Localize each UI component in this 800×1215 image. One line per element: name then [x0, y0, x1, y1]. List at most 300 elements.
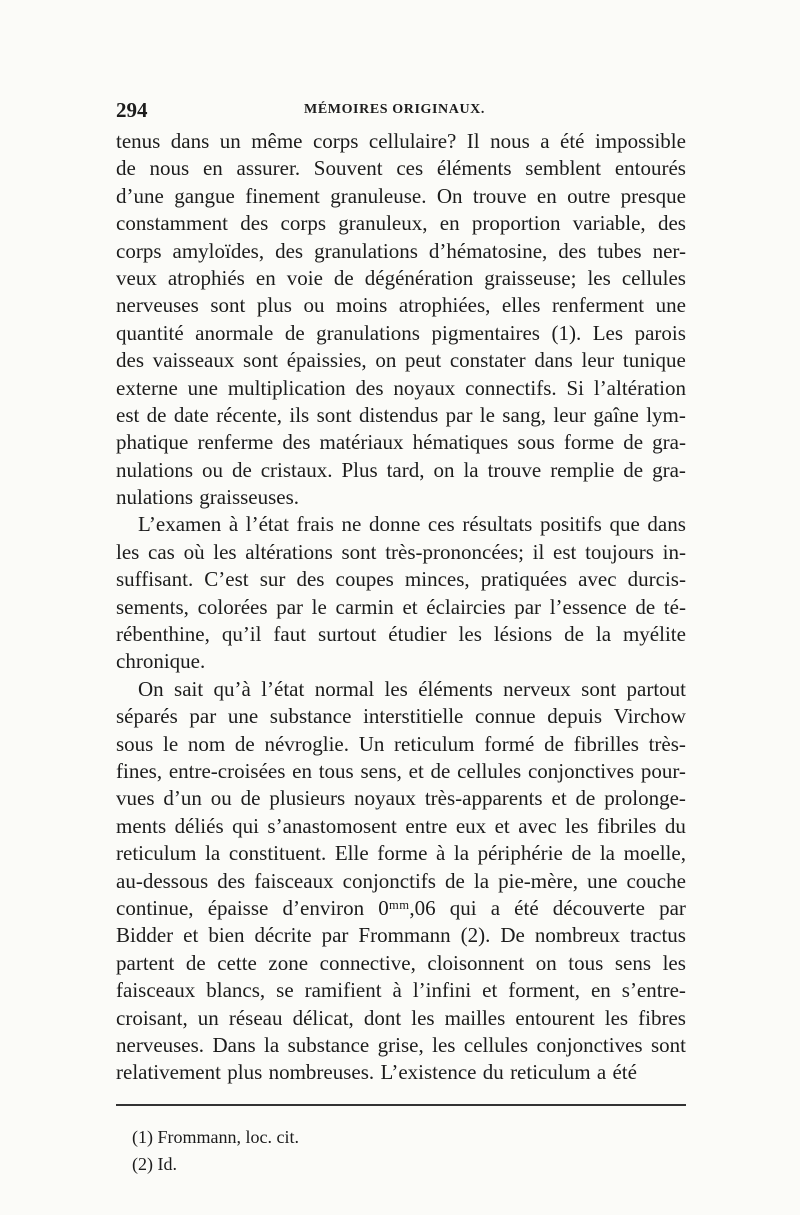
word: et	[482, 978, 498, 1003]
word: 0ᵐᵐ,06	[378, 895, 436, 920]
text-line	[116, 758, 686, 785]
word: trouve	[487, 457, 542, 482]
word: de	[333, 265, 354, 290]
word: Il	[466, 129, 480, 153]
footnote-divider	[116, 1104, 686, 1106]
word: grise,	[377, 1032, 424, 1057]
word: donne	[368, 512, 421, 537]
word: De	[500, 923, 525, 948]
word: à	[436, 841, 446, 866]
word: colorées	[197, 594, 268, 619]
word: ments	[116, 813, 167, 838]
word: ou	[210, 786, 232, 811]
word: faisceaux	[116, 978, 196, 1003]
word: voie	[286, 265, 323, 290]
word: prolonge-	[604, 786, 686, 811]
word: Frommann	[358, 923, 451, 948]
word: (1).	[551, 320, 582, 345]
word: L’examen	[138, 512, 222, 537]
word: moins	[335, 293, 388, 318]
word: entre-croisées	[168, 758, 286, 783]
word: Les	[592, 320, 624, 345]
word: myélite	[622, 622, 686, 647]
word: sait	[174, 676, 204, 701]
word: fibrilles	[573, 731, 639, 756]
word: Un	[358, 731, 385, 756]
word: Virchow	[613, 704, 686, 729]
text-line	[116, 511, 686, 538]
word: Souvent	[313, 156, 383, 181]
word: de	[430, 758, 451, 783]
word: de	[234, 731, 255, 756]
word: entourés	[614, 156, 686, 181]
word: nombreux	[534, 923, 620, 948]
word: de	[240, 786, 261, 811]
word: très-apparents	[424, 786, 543, 811]
word: L’existence	[380, 1060, 477, 1085]
word: outre	[567, 183, 611, 208]
text-line	[116, 922, 686, 949]
text-line	[116, 648, 686, 675]
word: éclaircies	[426, 594, 506, 619]
text-line	[116, 320, 686, 347]
word: tous	[318, 758, 354, 783]
word: des	[116, 348, 144, 373]
word: et	[408, 758, 424, 783]
word: les	[604, 1005, 629, 1030]
word: d’hématosine,	[428, 238, 548, 263]
word: et	[551, 786, 567, 811]
word: partent	[116, 950, 175, 975]
word: très-	[648, 731, 686, 756]
running-head-title: MÉMOIRES ORIGINAUX.	[304, 102, 485, 117]
word: en	[439, 211, 460, 236]
word: té-	[663, 594, 686, 619]
word: ne	[341, 512, 362, 537]
word: de	[623, 457, 644, 482]
word: minces,	[404, 567, 470, 592]
word: la	[595, 622, 612, 647]
word: partout	[626, 676, 686, 701]
word: dans	[170, 129, 210, 153]
word: la	[264, 1032, 280, 1057]
word: pour-	[640, 758, 686, 783]
word: du	[482, 1060, 504, 1085]
word: assurer.	[236, 156, 301, 181]
word: l’altération	[593, 375, 686, 400]
word: entre	[405, 813, 448, 838]
word: substance	[269, 704, 352, 729]
word: amyloïdes,	[172, 238, 265, 263]
word: tenus	[116, 129, 161, 153]
word: corps	[116, 238, 162, 263]
word: vaisseaux	[152, 348, 235, 373]
word: par	[514, 594, 542, 619]
word: qu’à	[213, 676, 251, 701]
word: phatique	[116, 430, 189, 455]
text-line	[116, 484, 686, 511]
word: Bidder	[116, 923, 174, 948]
word: nombreuses.	[268, 1060, 375, 1085]
word: en	[590, 978, 611, 1003]
word: la	[453, 841, 470, 866]
word: des	[275, 238, 304, 263]
word: in-	[662, 539, 686, 564]
footnote: (1) Frommann, loc. cit.	[132, 1127, 299, 1147]
word: éléments	[436, 156, 512, 181]
word: et	[402, 594, 418, 619]
word: on	[433, 457, 455, 482]
word: noyaux	[354, 786, 416, 811]
word: toujours	[585, 539, 654, 564]
word: cellules	[463, 1032, 529, 1057]
word: en	[202, 156, 223, 181]
word: C’est	[204, 567, 249, 592]
word: Dans	[212, 1032, 256, 1057]
word: fibriles	[596, 813, 657, 838]
word: gangue	[174, 183, 235, 208]
word: gra-	[652, 430, 686, 455]
word: une	[655, 293, 686, 318]
word: renferme	[197, 430, 274, 455]
word: en	[536, 183, 557, 208]
text-line	[116, 155, 686, 182]
word: chronique.	[116, 649, 206, 674]
word: été	[514, 895, 539, 920]
word: Si	[566, 375, 584, 400]
word: plus	[256, 293, 292, 318]
word: atrophiés	[167, 265, 245, 290]
word: tubes	[597, 238, 642, 263]
word: et	[183, 923, 199, 948]
paragraph	[116, 511, 686, 675]
word: depuis	[547, 704, 603, 729]
word: conjonctives	[536, 1032, 643, 1057]
word: blancs,	[206, 978, 266, 1003]
word: qu’il	[221, 622, 262, 647]
word: de	[116, 156, 136, 181]
word: conjonctifs	[342, 868, 436, 893]
word: reticulum	[116, 841, 197, 866]
word: nerveuses	[116, 293, 199, 318]
word: noyaux	[393, 375, 456, 400]
word: conjonctives	[527, 758, 635, 783]
word: avec	[518, 813, 557, 838]
word: des	[217, 868, 246, 893]
word: croisant,	[116, 1005, 188, 1030]
text-line	[116, 676, 686, 703]
text-line	[116, 128, 686, 155]
word: de	[445, 868, 465, 893]
text-line	[116, 347, 686, 374]
word: faut	[273, 622, 307, 647]
word: de	[284, 320, 305, 345]
running-head	[116, 98, 686, 124]
word: nulations	[116, 457, 193, 482]
word: vues	[116, 786, 155, 811]
word: distendus	[358, 402, 439, 427]
word: la	[205, 841, 221, 866]
word: les	[587, 265, 611, 290]
word: corps	[280, 211, 327, 236]
word: externe	[116, 375, 178, 400]
word: forme	[563, 430, 615, 455]
word: forme	[377, 841, 428, 866]
word: tard,	[386, 457, 425, 482]
word: matériaux	[319, 430, 404, 455]
word: on	[375, 348, 397, 373]
word: de	[575, 786, 596, 811]
word: de	[185, 950, 206, 975]
word: leur	[581, 348, 615, 373]
word: continue,	[116, 895, 194, 920]
word: sang,	[502, 402, 547, 427]
word: multiplication	[227, 375, 346, 400]
word: la	[463, 457, 479, 482]
word: (2).	[460, 923, 491, 948]
word: plusieurs	[269, 786, 346, 811]
word: cellules	[621, 265, 686, 290]
word: substance	[287, 1032, 370, 1057]
word: sens	[614, 950, 652, 975]
word: finement	[245, 183, 320, 208]
word: épaisse	[207, 895, 269, 920]
word: cloisonnent	[427, 950, 525, 975]
word: quantité	[116, 320, 184, 345]
word: les	[458, 622, 482, 647]
word: plus	[227, 1060, 263, 1085]
word: une	[587, 868, 618, 893]
page-number: 294	[116, 98, 148, 122]
word: résultats	[462, 512, 533, 537]
word: pie-mère,	[498, 868, 578, 893]
word: une	[227, 704, 259, 729]
word: dégénération	[364, 265, 474, 290]
word: sont	[341, 539, 377, 564]
word: nom	[187, 731, 226, 756]
word: du	[664, 813, 686, 838]
word: à	[392, 978, 402, 1003]
word: les	[662, 950, 686, 975]
text-line	[116, 840, 686, 867]
word: se	[276, 978, 294, 1003]
word: l’infini	[412, 978, 472, 1003]
word: été	[560, 129, 585, 153]
word: Elle	[334, 841, 369, 866]
word: sont	[650, 1032, 686, 1057]
word: surtout	[318, 622, 377, 647]
word: constituent.	[228, 841, 327, 866]
word: ces	[396, 156, 424, 181]
word: sont	[210, 293, 246, 318]
footnotes	[132, 1124, 652, 1178]
word: tous	[568, 950, 604, 975]
word: peut	[405, 348, 442, 373]
text-line	[116, 895, 686, 922]
word: de	[623, 430, 644, 455]
word: la	[599, 841, 615, 866]
word: l’état	[261, 676, 305, 701]
word: le	[479, 402, 495, 427]
word: parois	[634, 320, 686, 345]
word: par	[445, 402, 473, 427]
word: des	[296, 567, 325, 592]
word: mailles	[444, 1005, 506, 1030]
word: pratiquées	[480, 567, 568, 592]
word: cas	[148, 539, 175, 564]
word: ces	[427, 512, 455, 537]
word: pigmentaires	[431, 320, 540, 345]
word: au-dessous	[116, 868, 209, 893]
word: sements,	[116, 594, 189, 619]
text-line	[116, 292, 686, 319]
word: cette	[217, 950, 257, 975]
word: On	[138, 676, 164, 701]
word: les	[116, 539, 140, 564]
text-line	[116, 813, 686, 840]
word: qui	[449, 895, 477, 920]
word: granuleuse.	[330, 183, 427, 208]
word: déliés	[174, 813, 224, 838]
word: formé	[484, 731, 535, 756]
word: des	[240, 211, 269, 236]
word: d’une	[116, 183, 164, 208]
word: même	[251, 129, 303, 153]
word: hématiques	[412, 430, 509, 455]
word: a	[596, 1060, 607, 1085]
word: ner-	[652, 238, 686, 263]
word: remplie	[550, 457, 615, 482]
word: date	[173, 402, 209, 427]
word: gra-	[652, 457, 686, 482]
word: l’état	[245, 512, 289, 537]
word: trouve	[472, 183, 527, 208]
word: d’environ	[282, 895, 365, 920]
word: sur	[259, 567, 286, 592]
word: fibres	[638, 1005, 686, 1030]
word: constamment	[116, 211, 228, 236]
word: qui	[232, 813, 259, 838]
text-line	[116, 731, 686, 758]
word: On	[436, 183, 463, 208]
word: frais	[296, 512, 334, 537]
word: suffisant.	[116, 567, 194, 592]
text-line	[116, 183, 686, 210]
word: la	[473, 868, 490, 893]
word: durcis-	[627, 567, 686, 592]
text-line	[116, 1032, 686, 1059]
word: ou	[201, 457, 223, 482]
text-line	[116, 1059, 686, 1086]
word: altérations	[245, 539, 333, 564]
word: interstitielle	[363, 704, 464, 729]
word: graisseuse;	[484, 265, 577, 290]
word: en	[255, 265, 276, 290]
word: à	[228, 512, 239, 537]
word: reticulum	[510, 1060, 591, 1085]
word: les	[411, 1005, 435, 1030]
word: moelle,	[623, 841, 686, 866]
word: constater	[449, 348, 526, 373]
word: ils	[289, 402, 310, 427]
word: connective,	[319, 950, 416, 975]
word: relativement	[116, 1060, 221, 1085]
text-line	[116, 539, 686, 566]
word: normal	[314, 676, 375, 701]
word: les	[565, 813, 589, 838]
text-line	[116, 703, 686, 730]
word: sens,	[360, 758, 402, 783]
word: nerveuses.	[116, 1032, 205, 1057]
word: les	[384, 676, 408, 701]
word: des	[558, 238, 587, 263]
word: de	[564, 622, 584, 647]
word: eux	[455, 813, 487, 838]
word: été	[612, 1060, 637, 1085]
word: reticulum	[394, 731, 475, 756]
text-line	[116, 868, 686, 895]
word: les	[213, 539, 237, 564]
word: sous	[116, 731, 154, 756]
word: dans	[534, 348, 573, 373]
text-line	[116, 210, 686, 237]
text-line	[116, 1005, 686, 1032]
body-text	[116, 128, 686, 1087]
text-line	[116, 238, 686, 265]
word: cellules	[457, 758, 522, 783]
word: décrite	[254, 923, 312, 948]
word: lésions	[493, 622, 553, 647]
word: nous	[490, 129, 530, 153]
word: par	[321, 923, 349, 948]
word: des	[355, 375, 384, 400]
word: un	[197, 1005, 219, 1030]
word: très-prononcées;	[385, 539, 524, 564]
word: ou	[303, 293, 325, 318]
word: entourent	[515, 1005, 595, 1030]
word: dont	[363, 1005, 402, 1030]
word: est	[116, 402, 140, 427]
word: en	[292, 758, 312, 783]
text-line	[116, 402, 686, 429]
word: des	[282, 430, 311, 455]
word: connue	[474, 704, 536, 729]
word: veux	[116, 265, 157, 290]
word: découverte	[552, 895, 645, 920]
word: granulations	[314, 238, 418, 263]
word: où	[183, 539, 205, 564]
word: Plus	[341, 457, 378, 482]
word: a	[540, 129, 550, 153]
word: granuleux,	[338, 211, 428, 236]
word: proportion	[471, 211, 561, 236]
word: renferment	[551, 293, 645, 318]
word: dans	[647, 512, 686, 537]
word: réseau	[228, 1005, 283, 1030]
word: de	[231, 457, 252, 482]
word: sous	[517, 430, 555, 455]
text-line	[116, 375, 686, 402]
word: granulations	[316, 320, 420, 345]
text-line	[116, 566, 686, 593]
word: atrophiées,	[398, 293, 491, 318]
word: impossible	[594, 129, 686, 153]
word: et	[494, 813, 510, 838]
word: lym-	[646, 402, 686, 427]
text-line	[116, 621, 686, 648]
paragraph	[116, 676, 686, 1087]
word: de	[544, 731, 564, 756]
